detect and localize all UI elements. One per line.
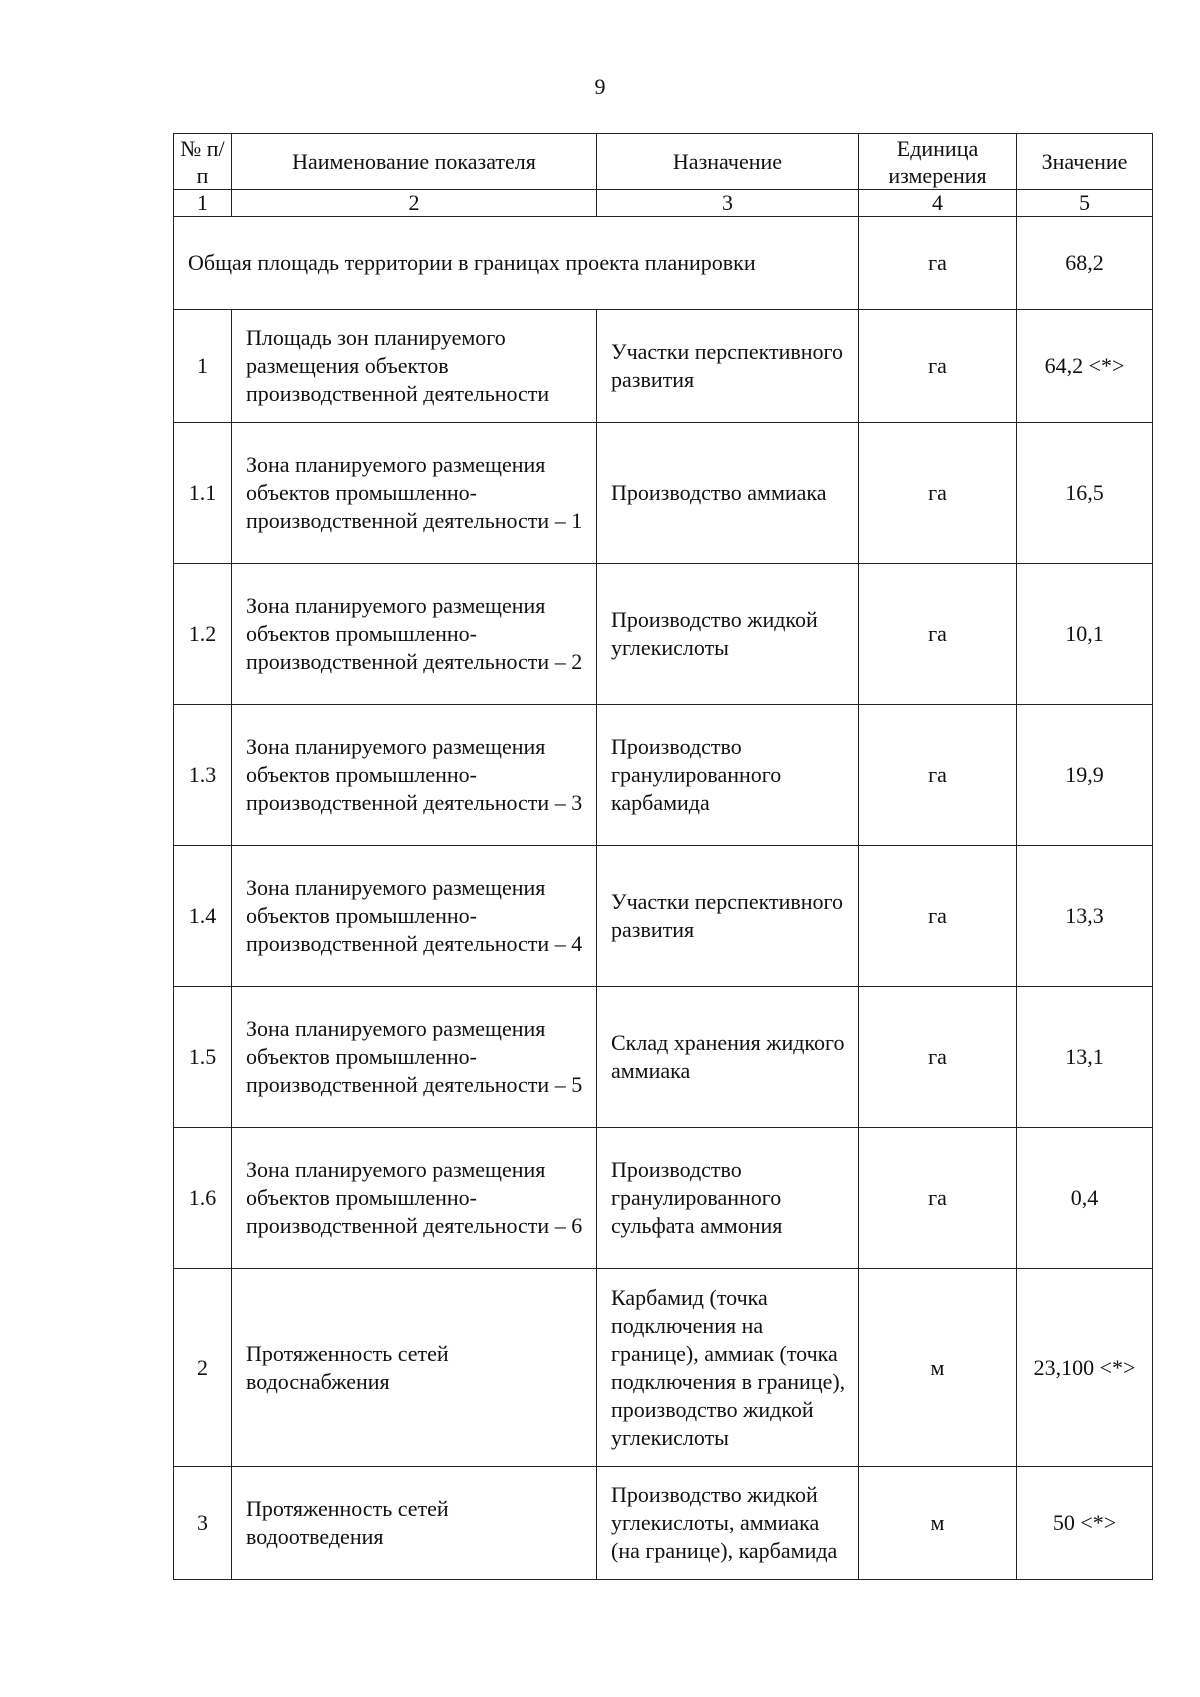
- indicator-value: 64,2 <*>: [1017, 310, 1153, 423]
- row-number: 1.3: [174, 705, 232, 846]
- indicator-name: Зона планируемого размещения объектов промышленно-производственной деятельности – 4: [232, 846, 597, 987]
- indicator-name: Зона планируемого размещения объектов промышленно-производственной деятельности – 5: [232, 987, 597, 1128]
- indicator-purpose: Производство гранулированного сульфата аммония: [597, 1128, 859, 1269]
- table-row: [174, 1128, 1153, 1269]
- header-purpose: Назначение: [597, 134, 859, 190]
- row-number: 1.1: [174, 423, 232, 564]
- indicator-value: 10,1: [1017, 564, 1153, 705]
- table-row: [174, 846, 1153, 987]
- row-number: 1.6: [174, 1128, 232, 1269]
- header-number: № п/п: [174, 134, 232, 190]
- indicator-name: Протяженность сетей водоотведения: [232, 1467, 597, 1580]
- indicator-unit: га: [859, 705, 1017, 846]
- table-row: [174, 310, 1153, 423]
- indicator-purpose: Производство гранулированного карбамида: [597, 705, 859, 846]
- total-area-row: [174, 217, 1153, 310]
- indicator-value: 50 <*>: [1017, 1467, 1153, 1580]
- indicator-value: 19,9: [1017, 705, 1153, 846]
- total-area-label: Общая площадь территории в границах проекта планировки: [174, 217, 859, 310]
- header-value: Значение: [1017, 134, 1153, 190]
- total-area-value: 68,2: [1017, 217, 1153, 310]
- indicator-unit: га: [859, 1128, 1017, 1269]
- indicator-unit: га: [859, 987, 1017, 1128]
- indicator-purpose: Производство жидкой углекислоты, аммиака (на границе), карбамида: [597, 1467, 859, 1580]
- row-number: 1: [174, 310, 232, 423]
- indicator-value: 16,5: [1017, 423, 1153, 564]
- column-number: 3: [597, 190, 859, 217]
- page-number: 9: [594, 74, 606, 99]
- indicator-unit: м: [859, 1269, 1017, 1467]
- indicator-name: Зона планируемого размещения объектов промышленно-производственной деятельности – 6: [232, 1128, 597, 1269]
- indicator-name: Зона планируемого размещения объектов промышленно-производственной деятельности – 1: [232, 423, 597, 564]
- indicator-purpose: Карбамид (точка подключения на границе), аммиак (точка подключения в границе), производство жидкой углекислоты: [597, 1269, 859, 1467]
- column-number: 4: [859, 190, 1017, 217]
- indicator-unit: м: [859, 1467, 1017, 1580]
- indicator-value: 13,3: [1017, 846, 1153, 987]
- table-row: [174, 1269, 1153, 1467]
- indicator-value: 0,4: [1017, 1128, 1153, 1269]
- column-number: 2: [232, 190, 597, 217]
- indicator-unit: га: [859, 310, 1017, 423]
- indicator-name: Зона планируемого размещения объектов промышленно-производственной деятельности – 3: [232, 705, 597, 846]
- table-row: [174, 564, 1153, 705]
- table-header-row: [174, 134, 1153, 190]
- total-area-unit: га: [859, 217, 1017, 310]
- indicator-name: Протяженность сетей водоснабжения: [232, 1269, 597, 1467]
- header-unit: Единица измерения: [859, 134, 1017, 190]
- indicators-table: [173, 133, 1153, 1580]
- table-row: [174, 423, 1153, 564]
- indicator-purpose: Производство аммиака: [597, 423, 859, 564]
- indicator-name: Площадь зон планируемого размещения объектов производственной деятельности: [232, 310, 597, 423]
- table-row: [174, 705, 1153, 846]
- table-row: [174, 987, 1153, 1128]
- indicator-purpose: Участки перспективного развития: [597, 310, 859, 423]
- table-row: [174, 1467, 1153, 1580]
- indicator-purpose: Производство жидкой углекислоты: [597, 564, 859, 705]
- indicator-unit: га: [859, 564, 1017, 705]
- header-indicator-name: Наименование показателя: [232, 134, 597, 190]
- indicator-purpose: Склад хранения жидкого аммиака: [597, 987, 859, 1128]
- row-number: 2: [174, 1269, 232, 1467]
- row-number: 1.2: [174, 564, 232, 705]
- column-number: 1: [174, 190, 232, 217]
- row-number: 3: [174, 1467, 232, 1580]
- indicator-purpose: Участки перспективного развития: [597, 846, 859, 987]
- indicator-name: Зона планируемого размещения объектов промышленно-производственной деятельности – 2: [232, 564, 597, 705]
- indicator-value: 23,100 <*>: [1017, 1269, 1153, 1467]
- row-number: 1.4: [174, 846, 232, 987]
- indicator-value: 13,1: [1017, 987, 1153, 1128]
- indicator-unit: га: [859, 846, 1017, 987]
- column-number-row: [174, 190, 1153, 217]
- row-number: 1.5: [174, 987, 232, 1128]
- column-number: 5: [1017, 190, 1153, 217]
- indicator-unit: га: [859, 423, 1017, 564]
